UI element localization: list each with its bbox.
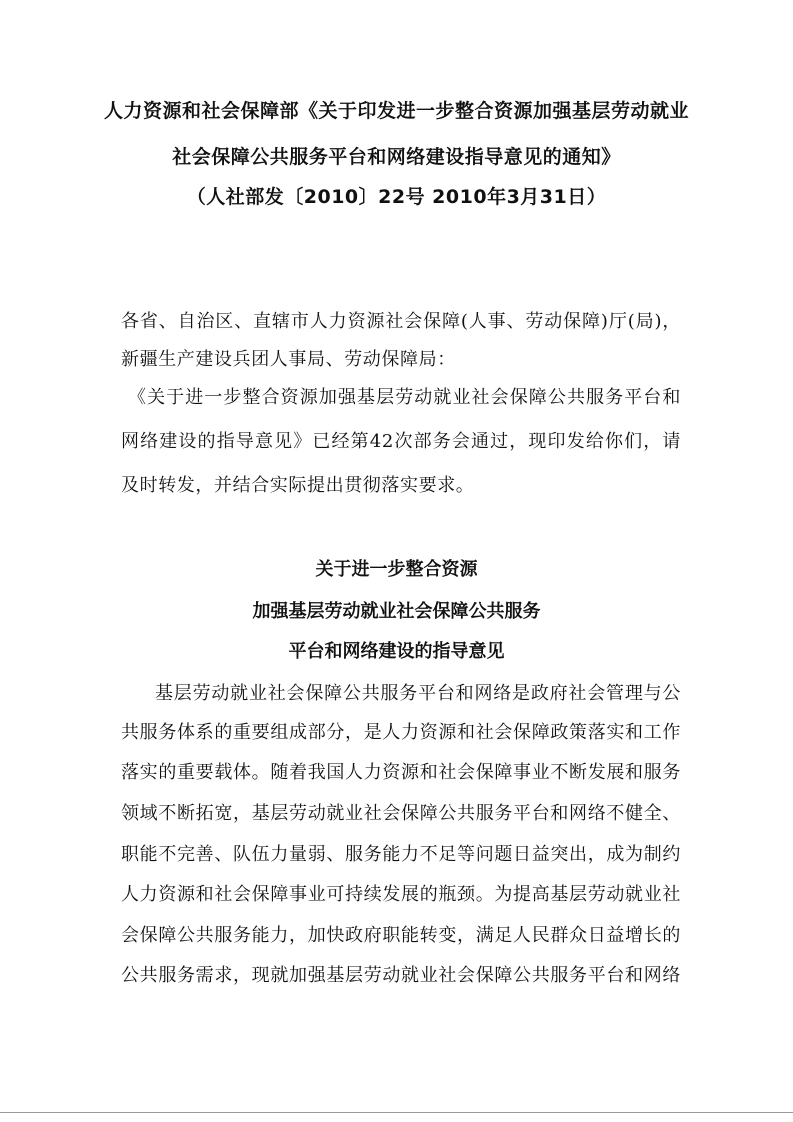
document-title-line-1: 人力资源和社会保障部《关于印发进一步整合资源加强基层劳动就业 (103, 100, 689, 122)
notice-body-line-3: 及时转发，并结合实际提出贯彻落实要求。 (121, 475, 475, 496)
opinion-heading-line-1: 关于进一步整合资源 (315, 559, 478, 580)
opinion-body-line-6: 人力资源和社会保障事业可持续发展的瓶颈。为提高基层劳动就业社 (121, 884, 681, 905)
opinion-body-line-4: 领域不断拓宽，基层劳动就业社会保障公共服务平台和网络不健全、 (121, 803, 681, 824)
notice-recipient-line-1: 各省、自治区、直辖市人力资源社会保障(人事、劳动保障)厅(局)， (121, 311, 681, 332)
page-bottom-rule (0, 1112, 793, 1113)
opinion-body-line-2: 共服务体系的重要组成部分，是人力资源和社会保障政策落实和工作 (121, 722, 681, 743)
opinion-body-line-8: 公共服务需求，现就加强基层劳动就业社会保障公共服务平台和网络 (121, 965, 681, 986)
notice-recipient-line-2: 新疆生产建设兵团人事局、劳动保障局： (121, 349, 456, 370)
document-number: （人社部发〔2010〕22号 2010年3月31日） (186, 186, 607, 208)
notice-body-line-2: 网络建设的指导意见》已经第42次部务会通过，现印发给你们，请 (121, 431, 681, 452)
opinion-body-line-7: 会保障公共服务能力，加快政府职能转变，满足人民群众日益增长的 (121, 925, 681, 946)
opinion-body-line-1: 基层劳动就业社会保障公共服务平台和网络是政府社会管理与公 (155, 683, 681, 704)
opinion-body-line-5: 职能不完善、队伍力量弱、服务能力不足等问题日益突出，成为制约 (121, 844, 681, 865)
opinion-heading-line-3: 平台和网络建设的指导意见 (288, 641, 505, 662)
opinion-heading-line-2: 加强基层劳动就业社会保障公共服务 (252, 601, 541, 622)
notice-body-line-1: 《关于进一步整合资源加强基层劳动就业社会保障公共服务平台和 (128, 387, 681, 408)
document-title-line-2: 社会保障公共服务平台和网络建设指导意见的通知》 (172, 146, 621, 168)
opinion-body-line-3: 落实的重要载体。随着我国人力资源和社会保障事业不断发展和服务 (121, 762, 681, 783)
